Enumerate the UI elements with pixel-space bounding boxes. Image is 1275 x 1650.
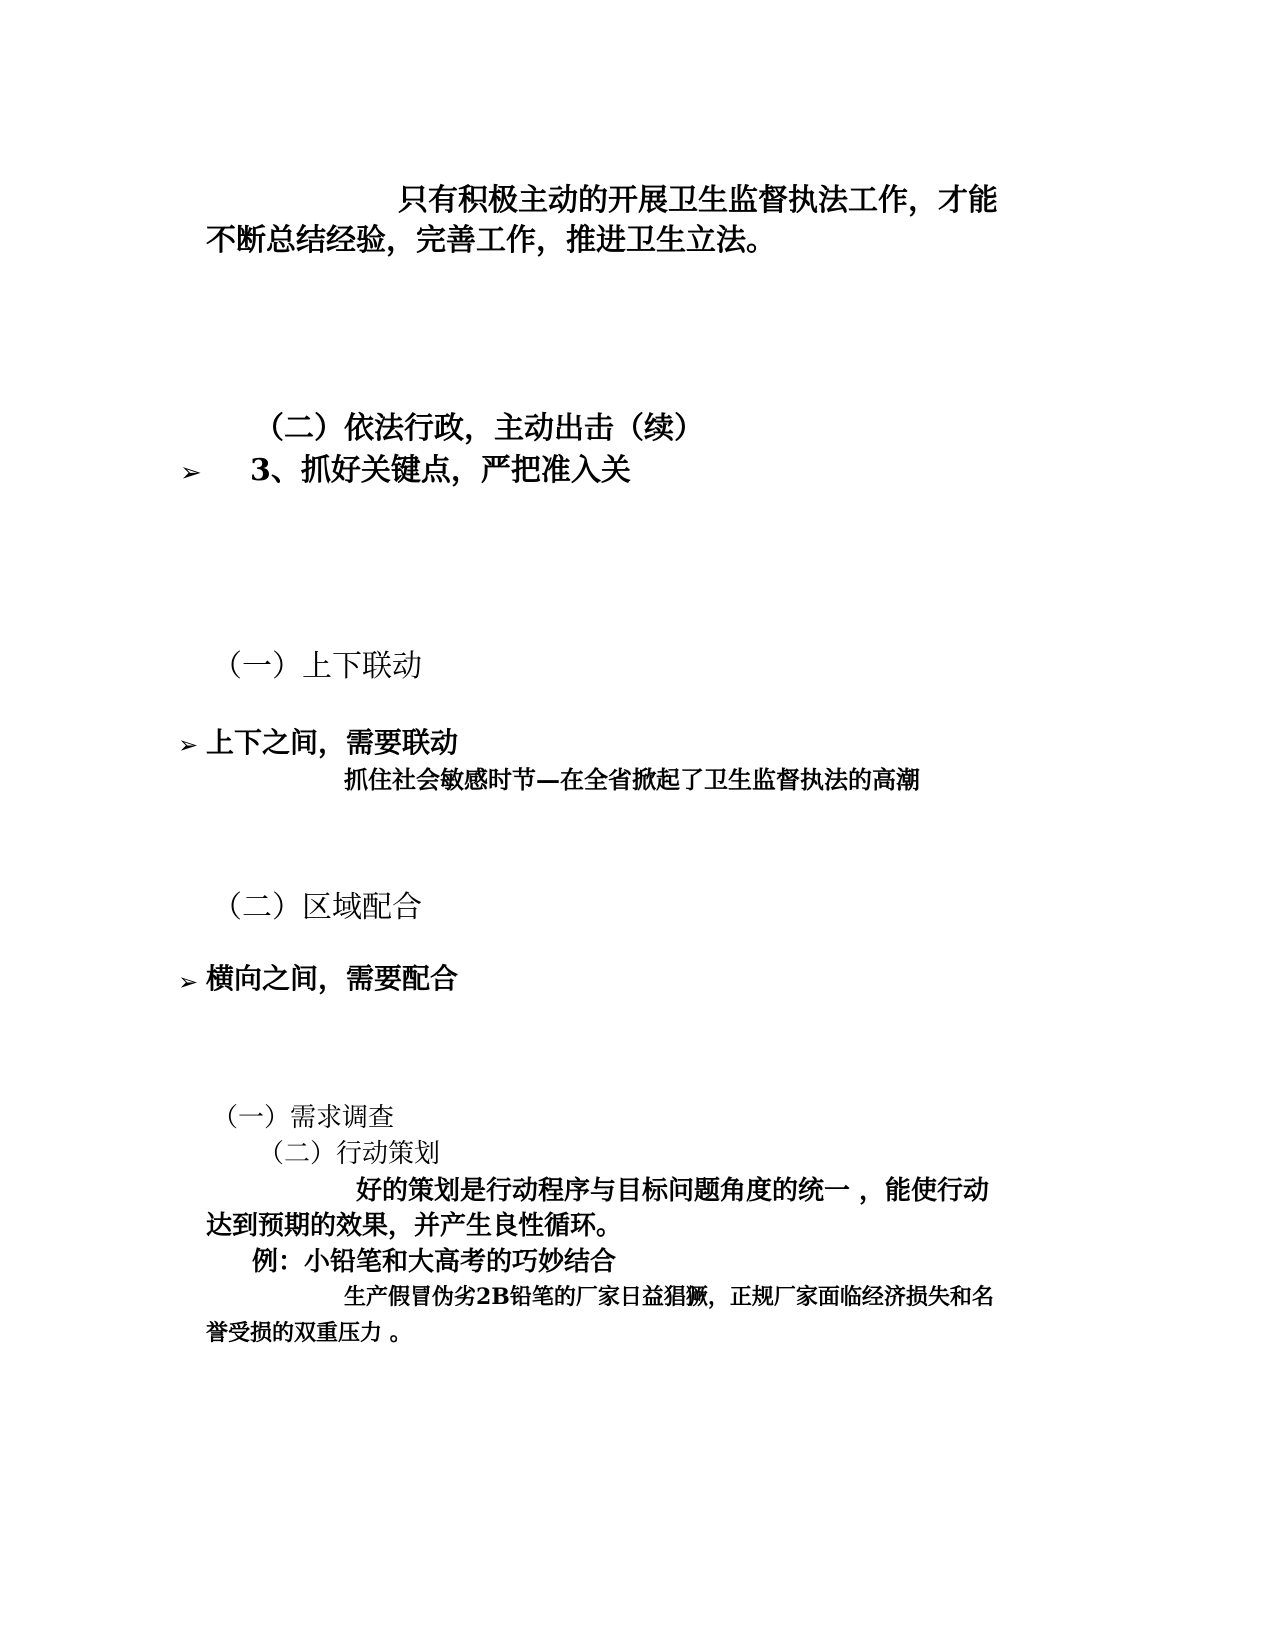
section-region-heading: （二）区域配合 (212, 890, 422, 925)
paragraph-1-line-2: 不断总结经验，完善工作，推进卫生立法。 (206, 223, 776, 258)
section-linkage-bullet: 上下之间，需要联动 (206, 726, 459, 759)
section-planning-heading-1: （一）需求调查 (212, 1103, 395, 1133)
section-law-bullet: 3、抓好关键点，严把准入关 (250, 453, 631, 488)
section-law-subtitle: （二）依法行政，主动出击（续） (254, 411, 704, 446)
section-planning-example-line-1: 生产假冒伪劣2B铅笔的厂家日益猖獗，正规厂家面临经济损失和名 (344, 1284, 994, 1310)
section-region-bullet: 横向之间，需要配合 (206, 962, 459, 995)
bullet-arrow-icon: ➢ (178, 731, 199, 759)
section-planning-paragraph-line-2: 达到预期的效果，并产生良性循环。 (206, 1211, 623, 1241)
bullet-arrow-icon: ➢ (180, 458, 202, 488)
paragraph-1-line-1: 只有积极主动的开展卫生监督执法工作，才能 (398, 183, 998, 218)
section-linkage-detail: 抓住社会敏感时节—在全省掀起了卫生监督执法的高潮 (344, 765, 920, 794)
section-planning-heading-2: （二）行动策划 (258, 1139, 441, 1169)
section-linkage-heading: （一）上下联动 (212, 649, 422, 684)
bullet-arrow-icon: ➢ (178, 968, 199, 996)
section-planning-paragraph-line-1: 好的策划是行动程序与目标问题角度的统一 ，能使行动 (356, 1176, 990, 1206)
section-planning-example: 例：小铅笔和大高考的巧妙结合 (252, 1247, 617, 1277)
section-planning-example-line-2: 誉受损的双重压力 。 (206, 1320, 412, 1346)
